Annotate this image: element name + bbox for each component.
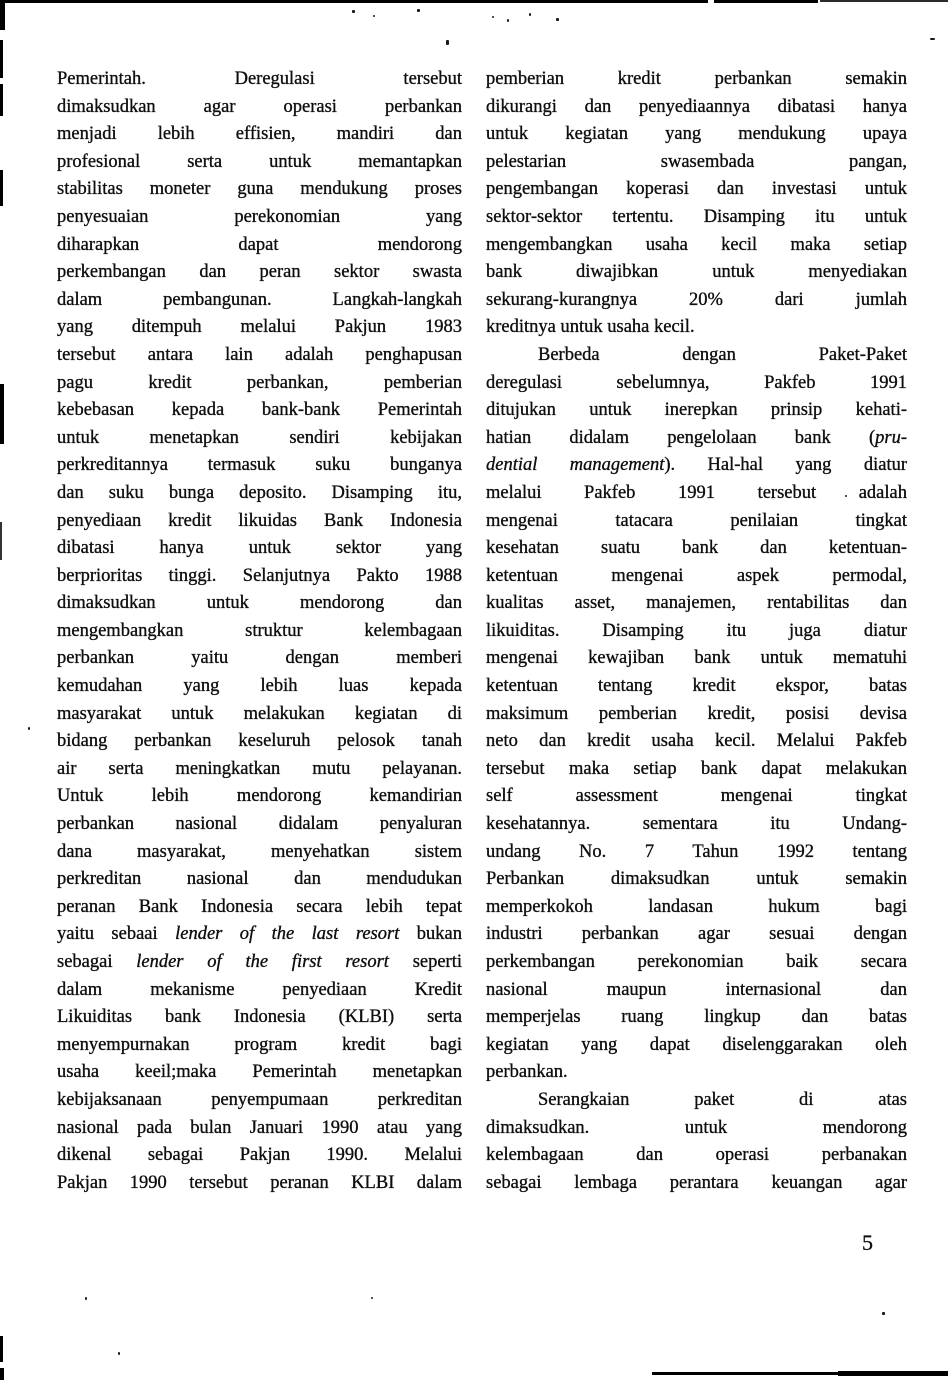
text-segment: kesehatan suatu bank dan ketentuan-	[486, 538, 907, 559]
text-line	[486, 342, 907, 370]
text-segment: pelestarian swasembada pangan,	[486, 151, 907, 172]
page-number: 5	[862, 1230, 873, 1255]
text-segment: bidang perbankan keseluruh pelosok tanah	[57, 731, 462, 752]
text-line	[57, 232, 462, 260]
scan-bottom-rule-thick	[838, 1371, 948, 1376]
text-line	[57, 121, 462, 149]
text-line	[486, 397, 907, 425]
text-line	[486, 977, 907, 1005]
scan-speck	[373, 15, 375, 17]
text-line	[486, 1004, 907, 1032]
text-line	[486, 480, 907, 508]
text-segment: dibatasi hanya untuk sektor yang	[57, 538, 462, 559]
text-segment: melalui Pakfeb 1991 tersebut adalah	[486, 482, 907, 503]
text-line	[57, 563, 462, 591]
text-segment: yang ditempuh melalui Pakjun 1983	[57, 317, 462, 338]
scan-top-rule-mid	[714, 0, 818, 3]
right-column	[486, 66, 907, 1197]
text-segment: kreditnya untuk usaha kecil.	[486, 317, 695, 338]
text-line	[486, 287, 907, 315]
text-segment: air serta meningkatkan mutu pelayanan.	[57, 758, 462, 779]
text-segment: peranan Bank Indonesia secara lebih tepat	[57, 896, 462, 917]
text-segment: perkreditan nasional dan mendudukan	[57, 869, 462, 890]
text-segment: dalam mekanisme penyediaan Kredit	[57, 979, 462, 1000]
scan-speck	[507, 19, 509, 22]
text-segment: dan suku bunga deposito. Disamping itu,	[57, 482, 462, 503]
text-segment: ). Hal-hal yang diatur	[664, 455, 907, 476]
scan-speck	[28, 727, 30, 730]
text-line	[57, 645, 462, 673]
text-line	[57, 673, 462, 701]
text-line	[57, 425, 462, 453]
text-line	[57, 839, 462, 867]
text-segment: kesehatannya. sementara itu Undang-	[486, 814, 907, 835]
text-line	[486, 811, 907, 839]
text-segment: sektor-sektor tertentu. Disamping itu untuk	[486, 206, 907, 227]
text-segment: kualitas asset, manajemen, rentabilitas dan	[486, 593, 907, 614]
text-line	[486, 204, 907, 232]
text-line	[486, 1087, 907, 1115]
text-line	[57, 894, 462, 922]
text-segment: industri perbankan agar sesuai dengan	[486, 924, 907, 945]
text-segment: undang No. 7 Tahun 1992 tentang	[486, 841, 907, 862]
text-line	[57, 397, 462, 425]
text-segment: dimaksudkan. untuk mendorong	[486, 1117, 907, 1138]
text-segment: dimaksudkan agar operasi perbankan	[57, 96, 462, 117]
text-line	[57, 535, 462, 563]
text-line	[57, 701, 462, 729]
text-line	[486, 121, 907, 149]
italic-text-segment: lender of the last resort	[175, 924, 400, 945]
text-line	[486, 1142, 907, 1170]
text-segment: neto dan kredit usaha kecil. Melalui Pakfeb	[486, 731, 907, 752]
text-segment: pengembangan koperasi dan investasi untuk	[486, 179, 907, 200]
text-segment: seperti	[388, 952, 463, 972]
scan-bottom-rule	[652, 1372, 840, 1375]
text-line	[486, 66, 907, 94]
text-line	[57, 756, 462, 784]
text-line	[57, 342, 462, 370]
italic-text-segment: lender of the first resort	[136, 952, 389, 972]
text-line	[57, 452, 462, 480]
scan-speck	[492, 16, 494, 18]
scan-speck	[556, 18, 559, 21]
text-line	[57, 1032, 462, 1060]
italic-text-segment: dential management	[486, 455, 665, 476]
text-segment: mengembangkan struktur kelembagaan	[57, 620, 462, 641]
text-line	[57, 811, 462, 839]
text-line	[486, 1170, 907, 1198]
text-line	[57, 1115, 462, 1143]
text-line	[486, 1032, 907, 1060]
text-line	[486, 894, 907, 922]
text-segment: dana masyarakat, menyehatkan sistem	[57, 841, 462, 862]
text-line	[486, 370, 907, 398]
text-segment: berprioritas tinggi. Selanjutnya Pakto 1988	[57, 565, 462, 586]
text-segment: kebijaksanaan penyempumaan perkreditan	[57, 1089, 462, 1110]
text-segment: tersebut maka setiap bank dapat melakukan	[486, 758, 907, 779]
scan-speck	[85, 1297, 87, 1300]
scan-speck	[930, 38, 935, 40]
text-segment: Perbankan dimaksudkan untuk semakin	[486, 869, 907, 890]
text-segment: menjadi lebih effisien, mandiri dan	[57, 124, 462, 145]
text-line	[57, 1004, 462, 1032]
text-segment: self assessment mengenai tingkat	[486, 786, 907, 807]
text-segment: profesional serta untuk memantapkan	[57, 151, 462, 172]
text-line	[486, 921, 907, 949]
text-line	[57, 287, 462, 315]
text-line	[57, 1170, 462, 1198]
text-line	[486, 618, 907, 646]
text-line	[57, 949, 462, 977]
text-segment: mengenai tatacara penilaian tingkat	[486, 510, 907, 531]
text-line	[486, 756, 907, 784]
text-segment: perbankan yaitu dengan memberi	[57, 648, 462, 669]
scan-left-edge-segment	[0, 2, 5, 30]
text-line	[57, 259, 462, 287]
text-segment: memperjelas ruang lingkup dan batas	[486, 1007, 907, 1028]
text-line	[486, 508, 907, 536]
text-segment: nasional maupun internasional dan	[486, 979, 907, 1000]
text-segment: Likuiditas bank Indonesia (KLBI) serta	[57, 1007, 462, 1028]
text-line	[486, 176, 907, 204]
scan-speck	[371, 1297, 373, 1299]
text-line	[486, 314, 907, 342]
text-line	[57, 977, 462, 1005]
text-line	[486, 452, 907, 480]
text-segment: yaitu sebaai	[57, 924, 176, 945]
text-segment: pemberian kredit perbankan semakin	[486, 69, 907, 89]
text-segment: perbankan nasional didalam penyaluran	[57, 814, 462, 835]
scan-left-edge-segment	[0, 1336, 3, 1362]
text-segment: ketentuan tentang kredit ekspor, batas	[486, 676, 907, 697]
text-line	[57, 728, 462, 756]
text-line	[57, 508, 462, 536]
text-segment: likuiditas. Disamping itu juga diatur	[486, 620, 907, 641]
text-line	[486, 232, 907, 260]
text-segment: Untuk lebih mendorong kemandirian	[57, 786, 462, 807]
text-line	[486, 673, 907, 701]
scan-speck	[352, 10, 355, 13]
text-segment: penyediaan kredit likuidas Bank Indonesia	[57, 510, 462, 531]
text-line	[486, 839, 907, 867]
text-segment: bank diwajibkan untuk menyediakan	[486, 262, 907, 283]
text-line	[57, 204, 462, 232]
text-segment: kelembagaan dan operasi perbanakan	[486, 1145, 907, 1166]
text-line	[57, 1059, 462, 1087]
text-line	[486, 701, 907, 729]
text-segment: sebagai	[57, 952, 137, 972]
scan-left-edge-segment	[0, 40, 3, 78]
text-line	[57, 314, 462, 342]
text-segment: untuk kegiatan yang mendukung upaya	[486, 124, 907, 145]
text-segment: perkreditannya termasuk suku bunganya	[57, 455, 462, 476]
text-segment: bukan	[399, 924, 462, 945]
text-segment: ketentuan mengenai aspek permodal,	[486, 565, 907, 586]
text-line	[57, 149, 462, 177]
text-line	[486, 1115, 907, 1143]
text-line	[486, 94, 907, 122]
text-segment: nasional pada bulan Januari 1990 atau yang	[57, 1117, 462, 1138]
text-segment: dikurangi dan penyediaannya dibatasi hanya	[486, 96, 907, 117]
left-column	[57, 66, 462, 1197]
text-segment: perkembangan dan peran sektor swasta	[57, 262, 462, 283]
text-segment: diharapkan dapat mendorong	[57, 234, 462, 255]
scan-left-edge-segment	[0, 170, 3, 206]
text-segment: Pemerintah. Deregulasi tersebut	[57, 69, 462, 89]
scan-speck	[529, 13, 531, 16]
text-line	[486, 783, 907, 811]
text-segment: masyarakat untuk melakukan kegiatan di	[57, 703, 462, 724]
scan-speck	[417, 9, 420, 12]
text-line	[486, 949, 907, 977]
text-line	[57, 1087, 462, 1115]
text-segment: sekurang-kurangnya 20% dari jumlah	[486, 289, 907, 310]
scan-speck	[882, 1312, 885, 1315]
text-segment: dalam pembangunan. Langkah-langkah	[57, 289, 462, 310]
scan-top-rule-right	[820, 0, 948, 2]
text-line	[486, 728, 907, 756]
text-line	[57, 618, 462, 646]
text-line	[57, 1142, 462, 1170]
scan-speck	[118, 1352, 120, 1355]
text-line	[57, 370, 462, 398]
text-line	[57, 783, 462, 811]
text-segment: Pakjan 1990 tersebut peranan KLBI dalam	[57, 1172, 462, 1193]
text-line	[57, 590, 462, 618]
italic-text-segment: pru-	[875, 427, 907, 448]
text-line	[57, 921, 462, 949]
text-line	[57, 176, 462, 204]
text-segment: pagu kredit perbankan, pemberian	[57, 372, 462, 393]
text-line	[57, 480, 462, 508]
text-segment: menyempurnakan program kredit bagi	[57, 1034, 462, 1055]
text-segment: mengenai kewajiban bank untuk mematuhi	[486, 648, 907, 669]
text-segment: memperkokoh landasan hukum bagi	[486, 896, 907, 917]
scan-left-edge-segment	[0, 84, 3, 116]
text-segment: dikenal sebagai Pakjan 1990. Melalui	[57, 1145, 462, 1166]
text-segment: usaha keeil;maka Pemerintah menetapkan	[57, 1062, 462, 1083]
text-segment: penyesuaian perekonomian yang	[57, 206, 462, 227]
text-line	[486, 149, 907, 177]
scan-speck	[446, 40, 449, 45]
text-segment: ditujukan untuk inerepkan prinsip kehati-	[486, 400, 907, 421]
text-segment: kegiatan yang dapat diselenggarakan oleh	[486, 1034, 907, 1055]
text-segment: Serangkaian paket di atas	[538, 1089, 907, 1110]
text-segment: Berbeda dengan Paket-Paket	[538, 344, 907, 365]
text-segment: mengembangkan usaha kecil maka setiap	[486, 234, 907, 255]
text-line	[57, 66, 462, 94]
text-line	[486, 563, 907, 591]
scan-left-edge-segment	[0, 522, 2, 560]
text-segment: tersebut antara lain adalah penghapusan	[57, 344, 462, 365]
text-segment: untuk menetapkan sendiri kebijakan	[57, 427, 462, 448]
text-line	[486, 590, 907, 618]
text-line	[486, 645, 907, 673]
text-segment: maksimum pemberian kredit, posisi devisa	[486, 703, 907, 724]
text-segment: hatian didalam pengelolaan bank (	[486, 427, 876, 448]
text-line	[486, 535, 907, 563]
text-segment: kebebasan kepada bank-bank Pemerintah	[57, 400, 462, 421]
scan-top-rule-left	[0, 0, 708, 3]
text-line	[57, 866, 462, 894]
text-segment: sebagai lembaga perantara keuangan agar	[486, 1172, 907, 1193]
text-line	[57, 94, 462, 122]
text-segment: kemudahan yang lebih luas kepada	[57, 676, 462, 697]
text-line	[486, 1059, 907, 1087]
text-segment: stabilitas moneter guna mendukung proses	[57, 179, 462, 200]
text-line	[486, 259, 907, 287]
scan-left-edge-segment	[0, 384, 4, 444]
text-segment: dimaksudkan untuk mendorong dan	[57, 593, 462, 614]
text-line	[486, 425, 907, 453]
text-segment: perbankan.	[486, 1062, 568, 1083]
scan-left-edge-segment	[0, 1368, 4, 1380]
text-segment: perkembangan perekonomian baik secara	[486, 952, 907, 972]
text-segment: deregulasi sebelumnya, Pakfeb 1991	[486, 372, 907, 393]
text-line	[486, 866, 907, 894]
